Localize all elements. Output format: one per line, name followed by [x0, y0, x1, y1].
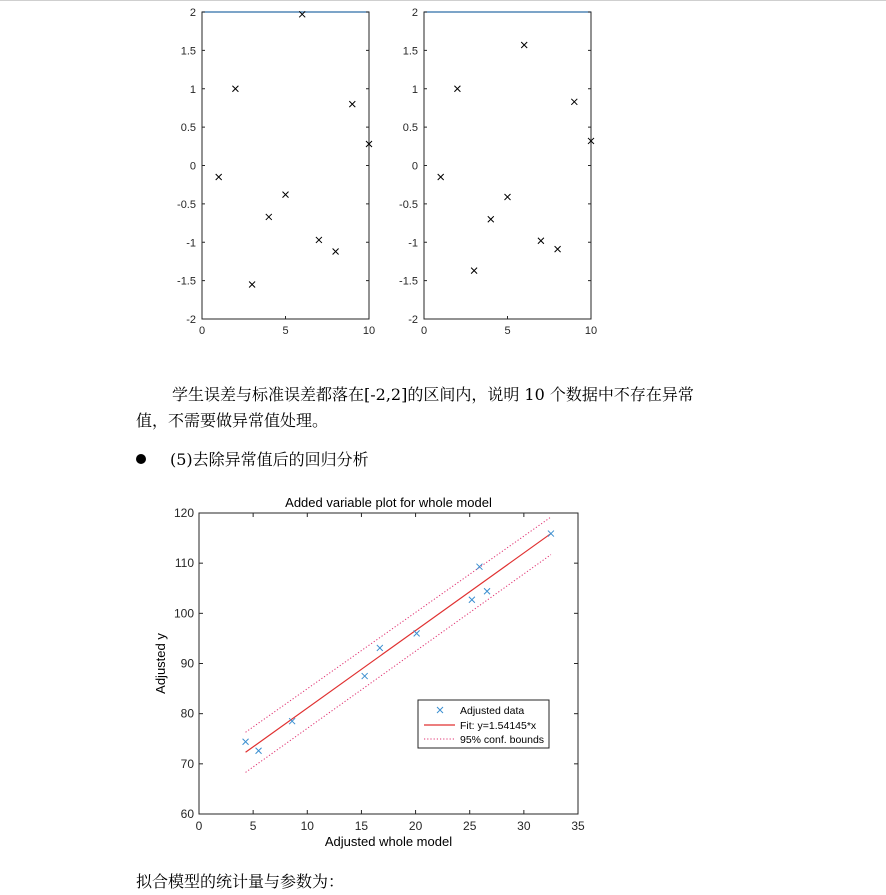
y-tick-label: 110	[174, 556, 194, 571]
paragraph-line-2: 值，不需要做异常值处理。	[136, 411, 329, 430]
x-tick-label: 30	[517, 819, 531, 833]
plot-area	[424, 12, 591, 319]
y-tick-label: -1	[186, 237, 196, 250]
y-tick-label: 2	[411, 7, 418, 19]
plot-area	[199, 513, 578, 814]
y-tick-label: 1.5	[402, 45, 418, 58]
y-axis-label: Adjusted y	[153, 633, 168, 694]
y-tick-label: 2	[189, 7, 196, 19]
x-tick-label: 15	[354, 819, 369, 833]
x-tick-label: 10	[300, 819, 314, 833]
y-tick-label: 80	[180, 706, 194, 721]
legend-label-fit: Fit: y=1.54145*x	[460, 720, 537, 732]
x-tick-label: 25	[463, 819, 477, 833]
x-tick-label: 5	[504, 325, 511, 337]
chart-title: Added variable plot for whole model	[285, 495, 492, 510]
x-tick-label: 10	[584, 325, 598, 337]
y-tick-label: 0	[411, 160, 418, 173]
y-tick-label: -0.5	[399, 198, 418, 211]
added-variable-plot	[140, 490, 600, 860]
y-tick-label: -2	[186, 314, 196, 326]
y-tick-label: 100	[173, 606, 194, 621]
y-tick-label: -2	[408, 314, 418, 326]
x-tick-label: 0	[420, 325, 428, 337]
plot-area	[202, 12, 369, 319]
y-tick-label: 60	[180, 807, 194, 821]
y-tick-label: -0.5	[177, 198, 196, 211]
x-tick-label: 0	[198, 325, 206, 337]
y-tick-label: -1	[408, 237, 418, 250]
y-tick-label: 70	[180, 756, 194, 771]
y-tick-label: 120	[173, 506, 194, 520]
y-tick-label: 1.5	[180, 45, 196, 58]
x-axis-label: Adjusted whole model	[324, 834, 453, 849]
legend-label-data: Adjusted data	[460, 705, 525, 717]
x-tick-label: 5	[282, 325, 289, 337]
bullet-item-text: (5)去除异常值后的回归分析	[170, 450, 369, 469]
y-tick-label: 90	[180, 656, 194, 671]
y-tick-label: 0.5	[180, 122, 196, 135]
x-tick-label: 35	[571, 819, 585, 833]
y-tick-label: 0	[189, 160, 196, 173]
y-tick-label: -1.5	[177, 275, 196, 288]
x-tick-label: 5	[249, 819, 257, 833]
residual-scatter-left	[160, 0, 390, 345]
y-tick-label: 1	[411, 83, 418, 96]
y-tick-label: 1	[189, 83, 196, 96]
residual-scatter-right	[382, 0, 612, 345]
y-tick-label: -1.5	[399, 275, 418, 288]
bullet-dot-icon	[136, 454, 146, 464]
x-tick-label: 20	[408, 819, 423, 833]
x-tick-label: 10	[362, 325, 376, 337]
paragraph-line-1: 学生误差与标准误差都落在[-2,2]的区间内，说明 10 个数据中不存在异常	[172, 385, 694, 404]
y-tick-label: 0.5	[402, 122, 418, 135]
bottom-sentence: 拟合模型的统计量与参数为：	[136, 872, 345, 891]
x-tick-label: 0	[195, 819, 203, 833]
explanation-paragraph	[136, 382, 776, 434]
legend-label-bounds: 95% conf. bounds	[460, 734, 545, 746]
